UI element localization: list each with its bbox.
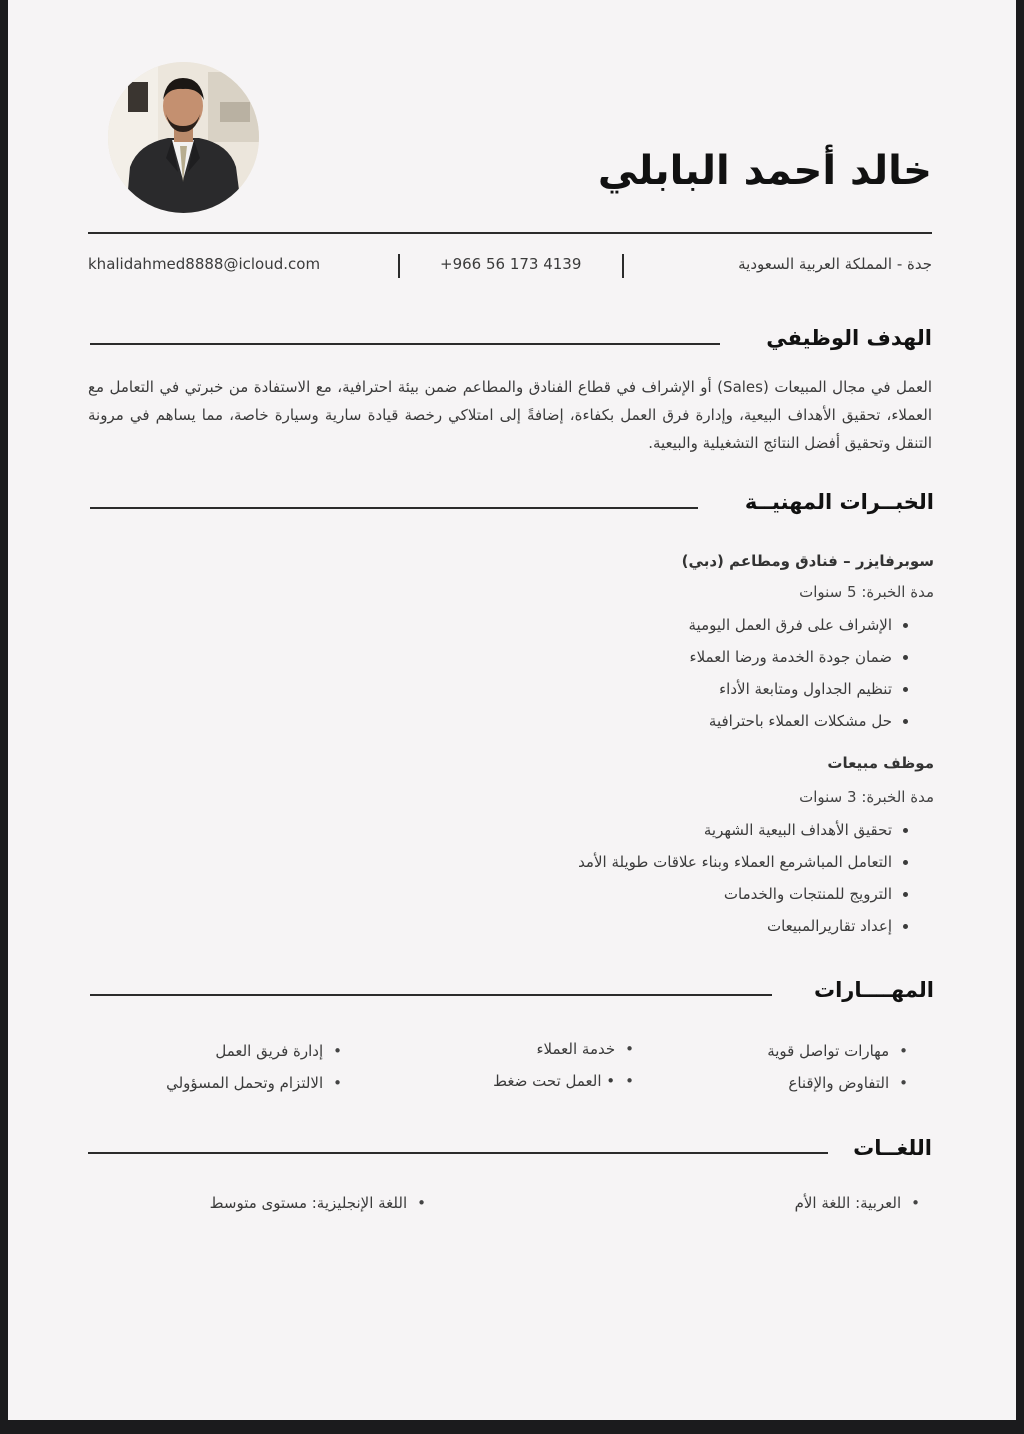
list-item: • الإشراف على فرق العمل اليومية [689, 609, 892, 641]
contact-location: جدة - المملكة العربية السعودية [738, 255, 932, 273]
skills-divider [90, 994, 772, 996]
person-portrait-icon [108, 62, 259, 213]
languages-title: اللغــات [853, 1136, 932, 1160]
list-item: • إعداد تقاريرالمبيعات [578, 910, 892, 942]
job-title: سوبرفايزر – فنادق ومطاعم (دبي) [681, 552, 934, 570]
job-duration: مدة الخبرة: 5 سنوات [799, 583, 934, 601]
experience-title: الخبــرات المهنيــة [744, 490, 934, 514]
experience-divider [90, 507, 698, 509]
languages-divider [88, 1152, 828, 1154]
language-item: • اللغة الإنجليزية: مستوى متوسط [210, 1194, 426, 1212]
objective-title: الهدف الوظيفي [766, 326, 932, 350]
skill-item: • • العمل تحت ضغط [493, 1072, 634, 1090]
header-divider [88, 232, 932, 234]
contact-separator [398, 254, 400, 278]
skill-item: • مهارات تواصل قوية [767, 1042, 908, 1060]
skill-item: • التفاوض والإقناع [788, 1074, 908, 1092]
full-name: خالد أحمد البابلي [597, 148, 932, 194]
resume-page [8, 0, 1016, 1420]
list-item: • تحقيق الأهداف البيعية الشهرية [578, 814, 892, 846]
job-task-list [578, 814, 910, 942]
skill-item: • الالتزام وتحمل المسؤولي [166, 1074, 342, 1092]
contact-separator [622, 254, 624, 278]
profile-photo [108, 62, 259, 213]
list-item: • التعامل المباشرمع العملاء وبناء علاقات طويلة الأمد [578, 846, 892, 878]
job-task-list [689, 609, 910, 737]
objective-divider [90, 343, 720, 345]
skill-item: • إدارة فريق العمل [215, 1042, 342, 1060]
job-duration: مدة الخبرة: 3 سنوات [799, 788, 934, 806]
list-item: • الترويج للمنتجات والخدمات [578, 878, 892, 910]
list-item: • حل مشكلات العملاء باحترافية [689, 705, 892, 737]
skill-item: • خدمة العملاء [537, 1040, 635, 1058]
list-item: • تنظيم الجداول ومتابعة الأداء [689, 673, 892, 705]
objective-text: العمل في مجال المبيعات (Sales) أو الإشراف في قطاع الفنادق والمطاعم ضمن بيئة احترافية، مع الاستفادة من خبرتي في التعامل مع العملاء، تحقيق الأهداف البيعية، وإدارة فرق العمل بكفاءة، إضافةً إلى امتلاكي رخصة قيادة سارية وسيارة خاصة، مما يساهم في مرونة التنقل وتحقيق أفضل النتائج التشغيلية والبيعية. [88, 378, 933, 452]
list-item: • ضمان جودة الخدمة ورضا العملاء [689, 641, 892, 673]
language-item: • العربية: اللغة الأم [795, 1194, 920, 1212]
job-title: موظف مبيعات [827, 754, 934, 772]
contact-phone: +966 56 173 4139 [440, 255, 582, 273]
skills-title: المهــــارات [813, 978, 934, 1002]
contact-email: khalidahmed8888@icloud.com [88, 255, 321, 273]
